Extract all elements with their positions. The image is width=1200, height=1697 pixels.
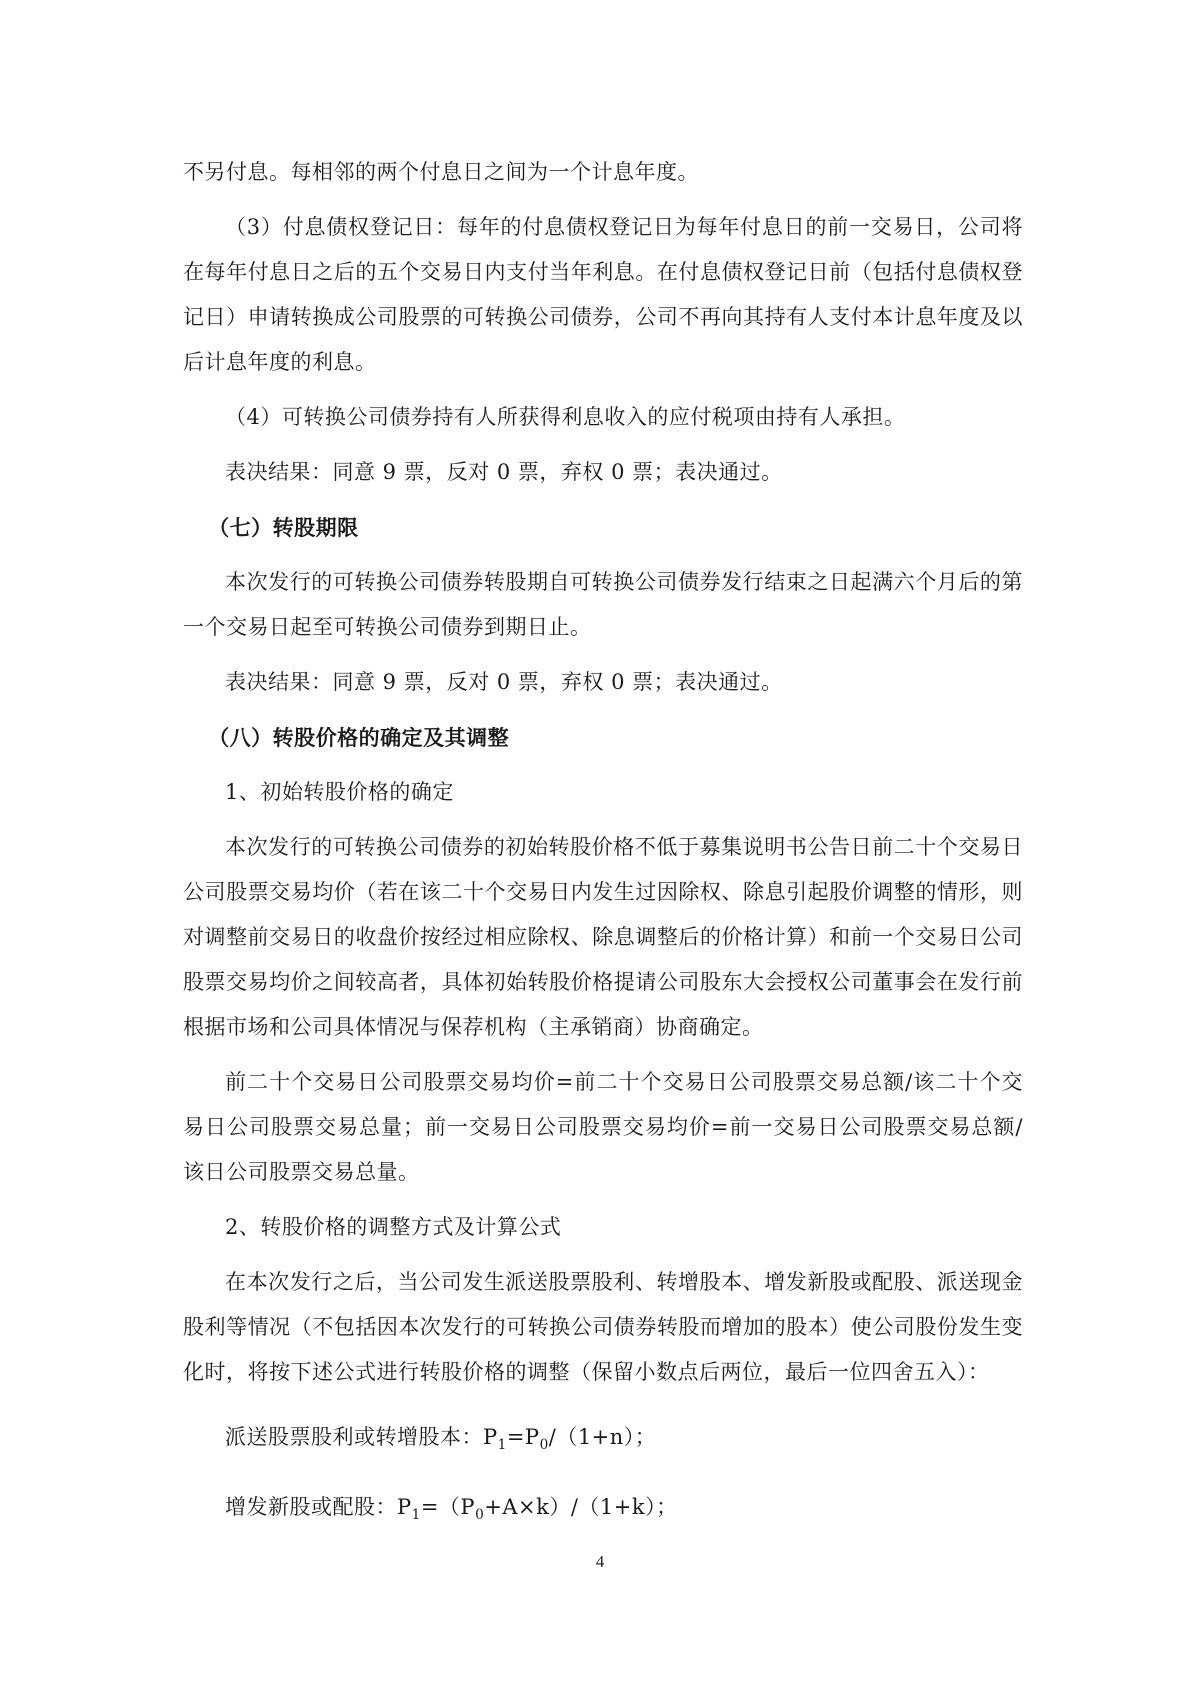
formula-label: 派送股票股利或转增股本： [225, 1425, 483, 1449]
formula-term: +A×k）/（1+k）； [484, 1495, 678, 1520]
paragraph: （3）付息债权登记日：每年的付息债权登记日为每年付息日的前一交易日，公司将在每年付息日之后的五个交易日内支付当年利息。在付息债权登记日前（包括付息债权登记日）申请转换成公司股票的可转换公司债券，公司不再向其持有人支付本计息年度及以后计息年度的利息。 [183, 215, 1023, 374]
document-body [183, 150, 1023, 1557]
paragraph: 本次发行的可转换公司债券转股期自可转换公司债券发行结束之日起满六个月后的第一个交易日起至可转换公司债券到期日止。 [183, 570, 1023, 639]
paragraph: 不另付息。每相邻的两个付息日之间为一个计息年度。 [183, 160, 699, 184]
paragraph: 表决结果：同意 9 票，反对 0 票，弃权 0 票；表决通过。 [225, 460, 783, 484]
paragraph: 前二十个交易日公司股票交易均价=前二十个交易日公司股票交易总额/该二十个交易日公司股票交易总量；前一交易日公司股票交易均价=前一交易日公司股票交易总额/该日公司股票交易总量。 [183, 1070, 1023, 1184]
formula-term: /（1+n）； [548, 1425, 657, 1449]
formula-subscript: 1 [497, 1437, 507, 1454]
formula-stock-dividend [183, 1417, 1023, 1465]
paragraph: 表决结果：同意 9 票，反对 0 票，弃权 0 票；表决通过。 [225, 670, 783, 694]
formula-subscript: 1 [411, 1507, 421, 1524]
formula-term: P [483, 1425, 498, 1449]
formula-subscript: 0 [539, 1437, 549, 1454]
formula-term: =（P [420, 1495, 476, 1520]
paragraph: 2、转股价格的调整方式及计算公式 [225, 1215, 562, 1239]
page-number: 4 [595, 1552, 605, 1571]
paragraph: （4）可转换公司债券持有人所获得利息收入的应付税项由持有人承担。 [225, 405, 906, 429]
formula-subscript: 0 [475, 1507, 485, 1524]
section-heading: （七）转股期限 [208, 515, 359, 540]
paragraph: 在本次发行之后，当公司发生派送股票股利、转增股本、增发新股或配股、派送现金股利等情况（不包括因本次发行的可转换公司债券转股而增加的股本）使公司股份发生变化时，将按下述公式进行转股价格的调整（保留小数点后两位，最后一位四舍五入）： [183, 1270, 1023, 1384]
paragraph: 1、初始转股价格的确定 [225, 780, 454, 804]
paragraph: 本次发行的可转换公司债券的初始转股价格不低于募集说明书公告日前二十个交易日公司股票交易均价（若在该二十个交易日内发生过因除权、除息引起股价调整的情形，则对调整前交易日的收盘价按经过相应除权、除息调整后的价格计算）和前一个交易日公司股票交易均价之间较高者，具体初始转股价格提请公司股东大会授权公司董事会在发行前根据市场和公司具体情况与保荐机构（主承销商）协商确定。 [183, 835, 1023, 1039]
formula-label: 增发新股或配股： [225, 1495, 397, 1520]
section-heading: （八）转股价格的确定及其调整 [208, 725, 510, 750]
formula-term: =P [506, 1425, 540, 1449]
formula-term: P [397, 1495, 412, 1520]
formula-new-shares [183, 1487, 1023, 1535]
